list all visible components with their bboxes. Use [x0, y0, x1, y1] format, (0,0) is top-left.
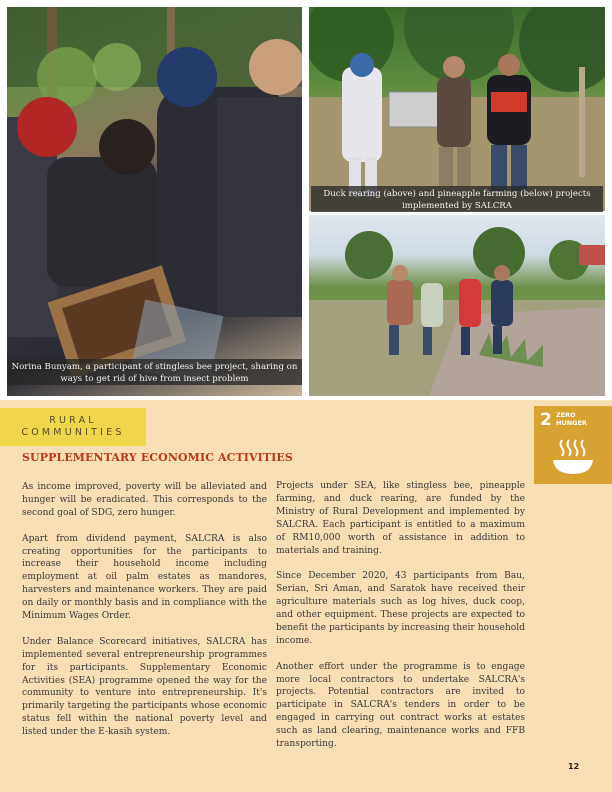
sdg-word-zero: ZERO [556, 411, 576, 419]
paragraph: Another effort under the programme is to engage more local contractors to undertake SALCRA's projects. Potential contractors are invited to participate in SALCRA's tenders in order to be engaged in carrying out contract works at estates such as land clearing, maintenance works and FFB transporting. [276, 661, 525, 750]
paragraph: Under Balance Scorecard initiatives, SALCRA has implemented several entrepreneurship programmes for its participants. Supplementary Economic Activities (SEA) programme opened the way for the community to venture into entrepreneurship. It's primarily targeting the participants whose economic status fell within the national poverty level and listed under the E-kasih system. [22, 636, 267, 738]
pineapple-farming-scene [309, 215, 605, 396]
photo-stingless-bee [7, 7, 302, 396]
photo-pineapple-farming [309, 215, 605, 396]
article-title: SUPPLEMENTARY ECONOMIC ACTIVITIES [22, 451, 293, 464]
steaming-bowl-icon [552, 436, 594, 476]
photo-duck-rearing [309, 7, 605, 211]
sdg-number: 2 [540, 410, 552, 430]
page-number: 12 [568, 762, 580, 771]
sdg-goal-name [556, 412, 587, 427]
paragraph: As income improved, poverty will be alleviated and hunger will be eradicated. This corresponds to the second goal of SDG, zero hunger. [22, 482, 267, 518]
sdg-2-zero-hunger-badge [534, 406, 612, 484]
duck-rearing-scene [309, 7, 605, 211]
article-column-left [22, 481, 267, 752]
paragraph: Apart from dividend payment, SALCRA is also creating opportunities for the participants to increase their household income including employment at oil palm estates as mandores, harvesters and maintenance workers. They are paid on daily or monthly basis and in compliance with the Minimum Wages Order. [22, 533, 267, 622]
stingless-bee-scene [7, 7, 302, 396]
section-label-line2: COMMUNITIES [21, 427, 125, 438]
article-column-right [276, 480, 525, 764]
section-label-line1: RURAL [49, 415, 97, 426]
sdg-word-hunger: HUNGER [556, 418, 587, 427]
paragraph: Since December 2020, 43 participants from Bau, Serian, Sri Aman, and Saratok have received their agriculture materials such as log hives, duck coop, and other equipment. These projects are expected to benefit the participants by increasing their household income. [276, 571, 525, 646]
section-tab-rural-communities [0, 408, 146, 446]
caption-stingless-bee: Norina Bunyam, a participant of stingless bee project, sharing on ways to get rid of hive from insect problem [7, 359, 302, 385]
caption-duck-pineapple: Duck rearing (above) and pineapple farming (below) projects implemented by SALCRA [311, 186, 603, 212]
paragraph: Projects under SEA, like stingless bee, pineapple farming, and duck rearing, are funded by the Ministry of Rural Development and implemented by SALCRA. Each participant is entitled to a maximum of RM10,000 worth of assistance in addition to materials and training. [276, 481, 525, 556]
